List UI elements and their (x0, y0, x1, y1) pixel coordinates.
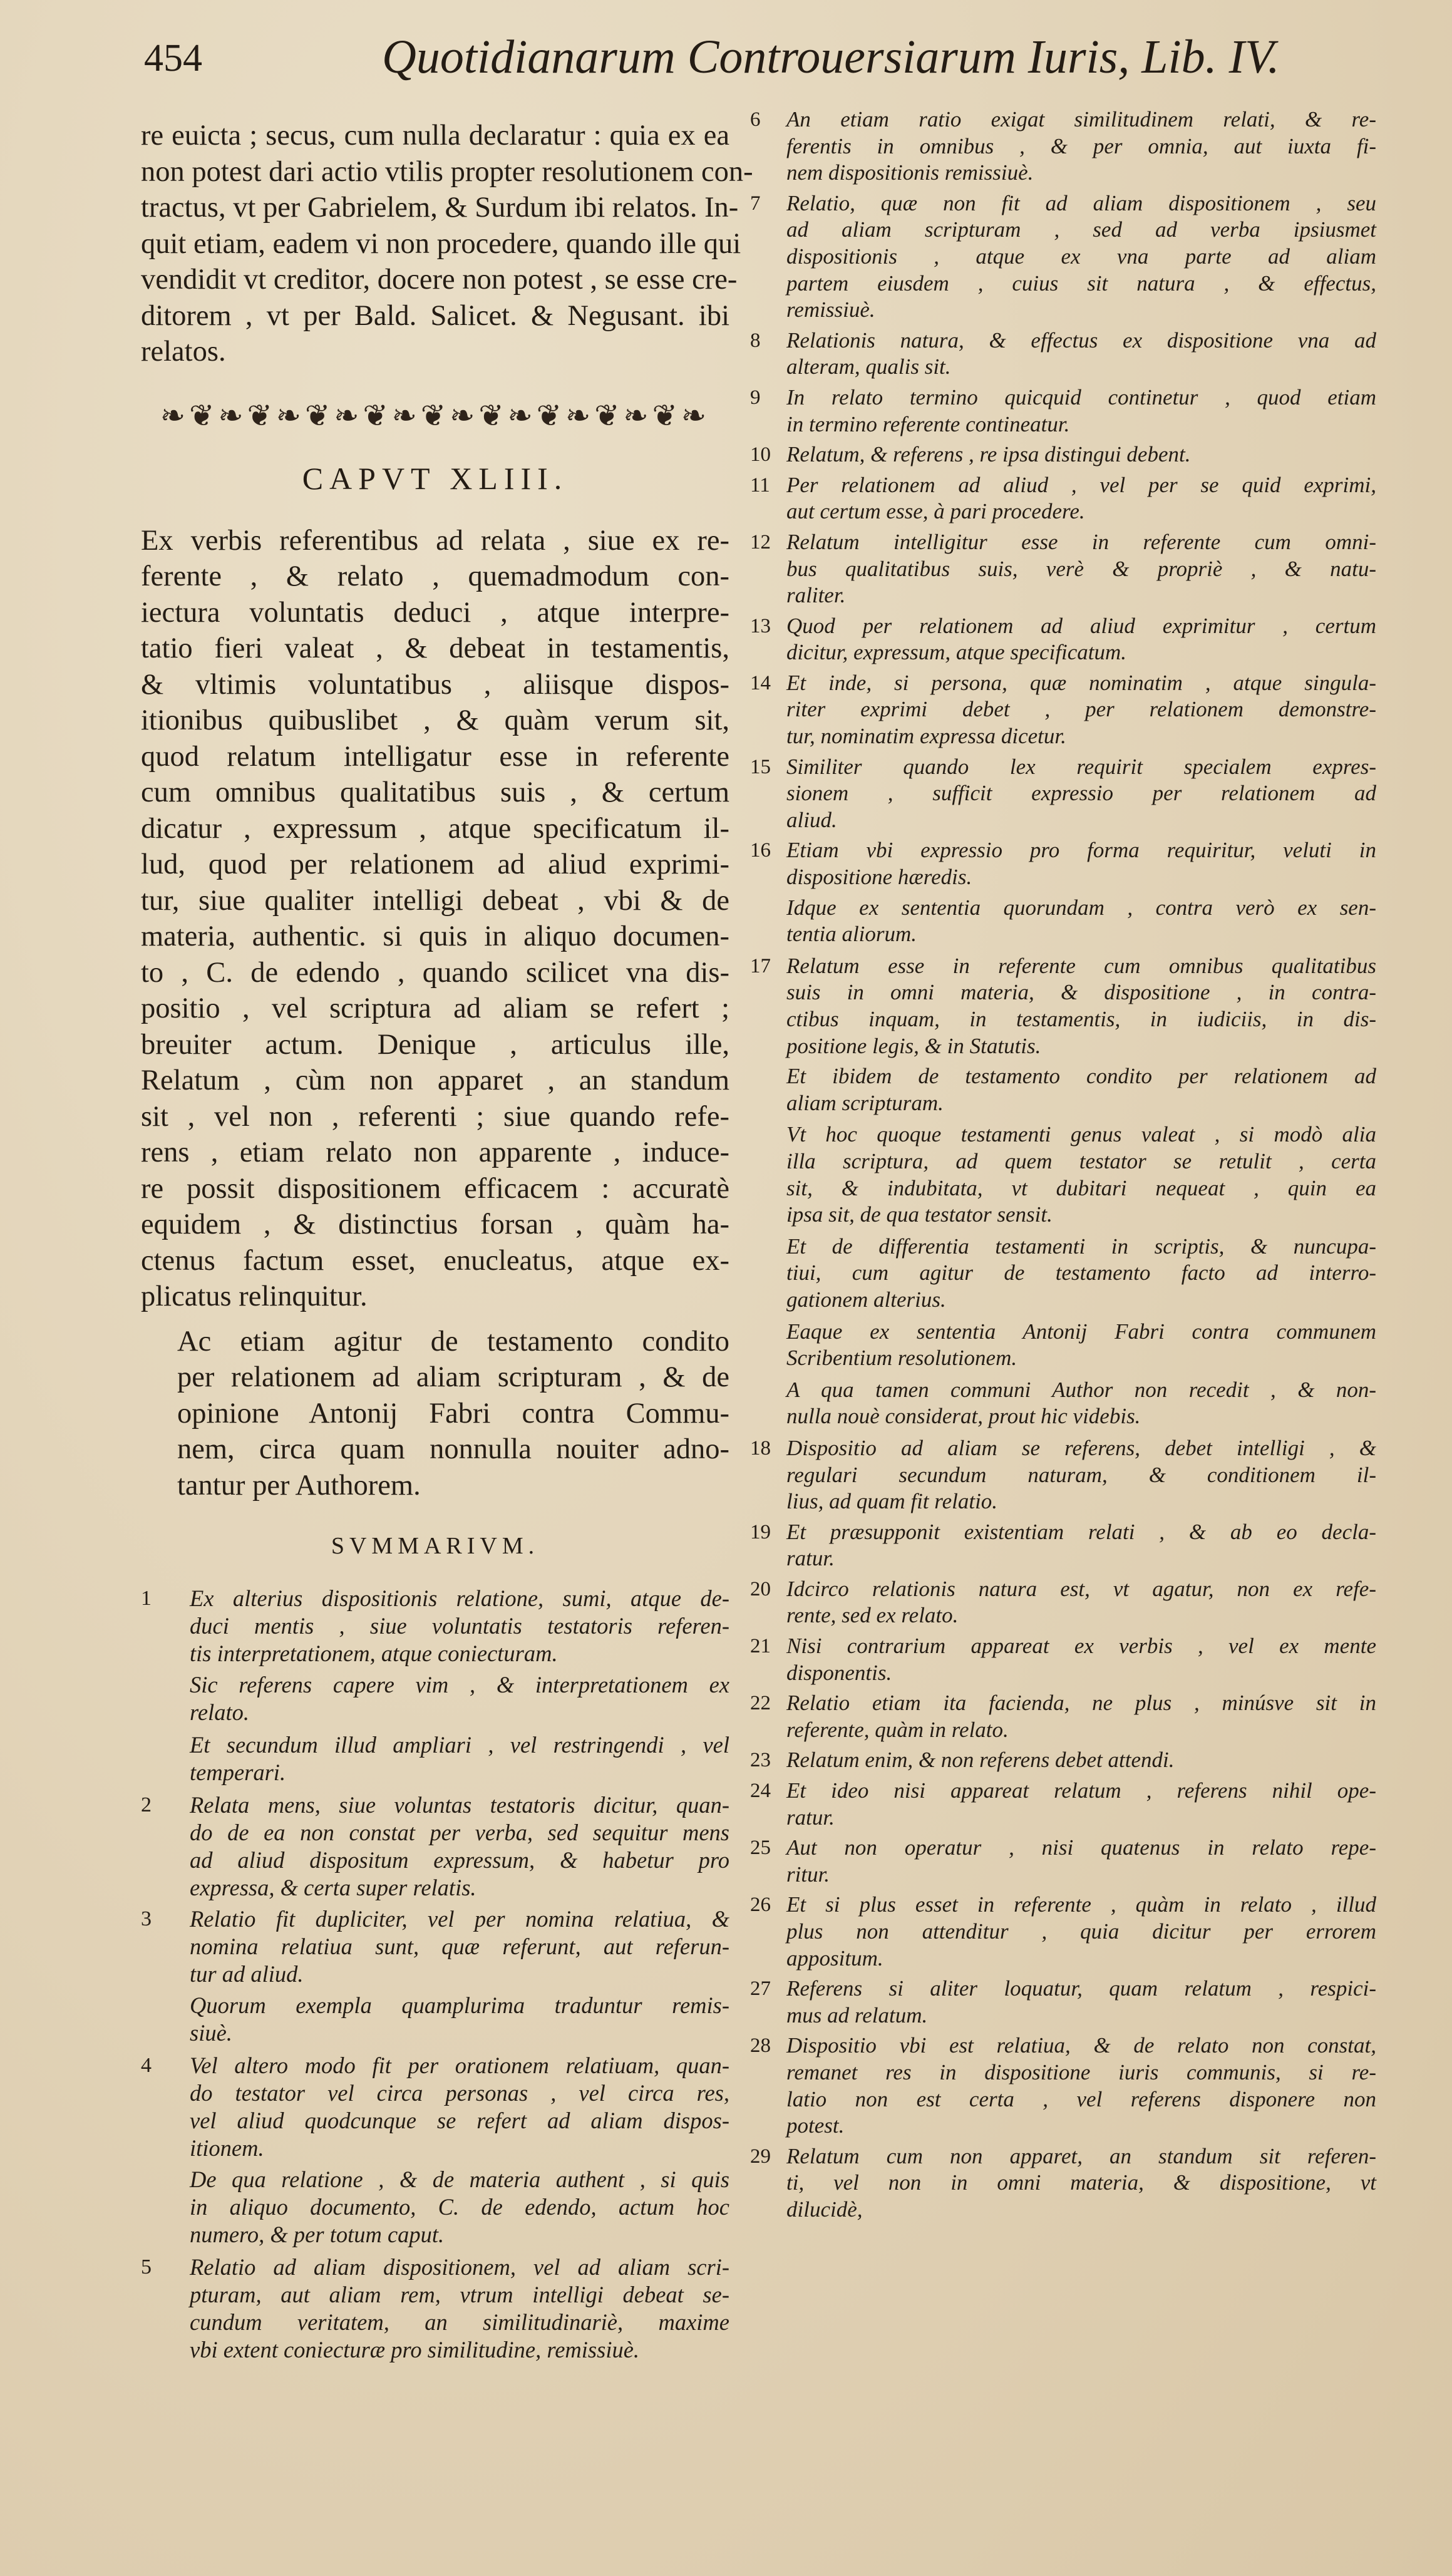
text-line: Relata mens, siue voluntas testatoris dicitur, quan- (190, 1792, 729, 1818)
entry-number: 2 (141, 1793, 152, 1816)
text-line: positio , vel scriptura ad aliam se refert ; (141, 992, 729, 1024)
text-line: vel aliud quodcunque se refert ad aliam dispos- (190, 2108, 729, 2133)
text-line: expressa, & certa super relatis. (190, 1875, 476, 1900)
text-line: riter exprimi debet , per relationem demonstre- (786, 697, 1376, 722)
text-line: Eaque ex sententia Antonij Fabri contra communem (786, 1319, 1376, 1344)
summary-entry (750, 754, 1376, 834)
text-line: Et præsupponit existentiam relati , & ab eo decla- (786, 1519, 1376, 1544)
entry-text (786, 1435, 1376, 1515)
entry-text (190, 1791, 729, 1902)
chapter-title: CAPVT XLIII. (302, 460, 569, 496)
text-line: Ex verbis referentibus ad relata , siue ex re- (141, 524, 729, 557)
page-header (144, 25, 1280, 94)
text-line: ferente , & relato , quemadmodum con- (141, 560, 729, 592)
text-line: rens , etiam relato non apparente , induce- (141, 1136, 729, 1168)
text-line: potest. (786, 2113, 845, 2138)
entry-text (786, 190, 1376, 324)
entry-text (190, 1905, 729, 1988)
summary-entry (141, 1905, 729, 1988)
text-line: Relatio fit dupliciter, vel per nomina relatiua, & (190, 1906, 729, 1932)
entry-number: 25 (750, 1837, 771, 1860)
summary-entry (750, 1690, 1376, 1743)
entry-text (786, 837, 1376, 890)
text-line: plus non attenditur , quia dicitur per errorem (786, 1919, 1376, 1944)
text-line: raliter. (786, 583, 846, 608)
text-line: relato. (190, 1699, 249, 1725)
text-line: Per relationem ad aliud , vel per se quid exprimi, (786, 472, 1376, 497)
entry-text (786, 1519, 1376, 1572)
text-line: numero, & per totum caput. (190, 2222, 445, 2247)
summary-entry (141, 2254, 729, 2364)
text-line: re possit dispositionem efficacem : accuratè (141, 1172, 729, 1205)
entry-text (786, 106, 1376, 187)
entry-text (786, 1892, 1376, 1972)
entry-text (786, 1835, 1376, 1888)
text-line: & vltimis voluntatibus , aliisque dispos- (141, 668, 729, 701)
text-line: dilucidè, (786, 2197, 863, 2222)
text-line: Aut non operatur , nisi quatenus in relato repe- (786, 1835, 1376, 1860)
right-column (750, 106, 1376, 2227)
text-line: aut certum esse, à pari procedere. (786, 499, 1085, 524)
text-line: bus qualitatibus suis, verè & propriè , & natu- (786, 556, 1376, 581)
text-line: An etiam ratio exigat similitudinem relati, & re- (786, 107, 1376, 131)
text-line: Et secundum illud ampliari , vel restringendi , vel (190, 1732, 729, 1758)
entry-number: 27 (750, 1977, 771, 2001)
entry-text (786, 1976, 1376, 2029)
entry-number: 12 (750, 530, 771, 554)
entry-text (786, 1747, 1376, 1774)
entry-number: 20 (750, 1577, 771, 1600)
entry-text (786, 441, 1376, 468)
text-line: to , C. de edendo , quando scilicet vna dis- (141, 956, 729, 989)
text-line: mus ad relatum. (786, 2002, 928, 2027)
summary-entry (750, 106, 1376, 187)
text-line: tatio fieri valeat , & debeat in testamentis, (141, 632, 729, 664)
text-line: sionem , sufficit expressio per relationem ad (786, 781, 1376, 806)
text-line: Relationis natura, & effectus ex dispositione vna ad (786, 327, 1376, 353)
chapter-paragraph (141, 523, 729, 1315)
summary-entry (750, 837, 1376, 890)
entry-number: 1 (141, 1587, 152, 1610)
running-title: Quotidianarum Controuersiarum Iuris, Lib. IV. (382, 31, 1280, 83)
text-line: Relatum , cùm non apparet , an standum (141, 1064, 729, 1096)
text-line: remissiuè. (786, 297, 875, 322)
summary-entry (750, 1778, 1376, 1831)
entry-text (786, 1633, 1376, 1686)
summary-entry (750, 1435, 1376, 1515)
text-line: quit etiam, eadem vi non procedere, quando ille qui (141, 227, 741, 260)
text-line: Relatio etiam ita facienda, ne plus , minúsve sit in (786, 1691, 1376, 1716)
summary-subentry (190, 1671, 729, 1726)
text-line: Sic referens capere vim , & interpretationem ex (190, 1672, 729, 1698)
entry-number: 24 (750, 1780, 771, 1803)
text-line: do de ea non constat per verba, sed sequitur mens (190, 1820, 729, 1845)
entry-text (190, 1585, 729, 1667)
summary-subentry (190, 1992, 729, 2047)
text-line: ad aliam scripturam , sed ad verba ipsiusmet (786, 217, 1376, 242)
entry-number: 3 (141, 1907, 152, 1930)
text-line: nem dispositionis remissiuè. (786, 160, 1034, 185)
summary-entry (750, 1633, 1376, 1686)
text-line: Et de differentia testamenti in scriptis, & nuncupa- (786, 1234, 1376, 1259)
summary-subentry (786, 1234, 1376, 1314)
text-line: do testator vel circa personas , vel circa res, (190, 2080, 729, 2106)
summary-entry (750, 1892, 1376, 1972)
text-line: relatos. (141, 336, 226, 368)
text-line: opinione Antonij Fabri contra Commu- (177, 1397, 729, 1430)
text-line: Quorum exempla quamplurima traduntur remis- (190, 1992, 729, 2018)
text-line: ratur. (786, 1805, 835, 1830)
summary-entry (750, 1747, 1376, 1774)
text-line: iectura voluntatis deduci , atque interpre- (141, 596, 729, 629)
summary-entry (750, 384, 1376, 438)
text-line: A qua tamen communi Author non recedit , & non- (786, 1377, 1376, 1402)
text-line: ti, vel non in omni materia, & dispositione, vt (786, 2170, 1376, 2195)
entry-number: 14 (750, 671, 771, 694)
summary-list-left (141, 1585, 729, 2364)
text-line: nulla nouè considerat, prout hic videbis. (786, 1404, 1141, 1429)
text-line: alteram, qualis sit. (786, 354, 951, 379)
text-line: tur ad aliud. (190, 1961, 304, 1987)
entry-number: 6 (750, 108, 761, 131)
text-line: Relatio ad aliam dispositionem, vel ad aliam scri- (190, 2254, 729, 2280)
text-line: vbi extent coniecturæ pro similitudine, remissiuè. (190, 2337, 640, 2362)
text-line: temperari. (190, 1759, 286, 1785)
text-line: tiui, cum agitur de testamento facto ad interro- (786, 1260, 1376, 1285)
text-line: duci mentis , siue voluntatis testatoris referen- (190, 1613, 729, 1639)
text-line: sit, & indubitata, vt dubitari nequeat , quin ea (786, 1175, 1376, 1200)
text-line: per relationem ad aliam scripturam , & de (177, 1361, 729, 1393)
text-line: dicatur , expressum , atque specificatum il- (141, 812, 729, 845)
entry-number: 22 (750, 1692, 771, 1715)
text-line: nem, circa quam nonnulla nouiter adno- (177, 1433, 729, 1465)
text-line: Idque ex sententia quorundam , contra verò ex sen- (786, 895, 1376, 920)
text-line: ritur. (786, 1862, 830, 1887)
summary-entry (750, 613, 1376, 666)
text-line: tur, siue qualiter intelligi debeat , vbi & de (141, 884, 729, 917)
entry-number: 5 (141, 2255, 152, 2279)
text-line: dicitur, expressum, atque specificatum. (786, 640, 1127, 665)
text-line: breuiter actum. Denique , articulus ille, (141, 1028, 729, 1061)
text-line: lud, quod per relationem ad aliud exprimi- (141, 848, 729, 880)
text-line: dispositionis , atque ex vna parte ad aliam (786, 244, 1376, 269)
entry-text (190, 2052, 729, 2162)
text-line: remanet res in dispositione iuris communis, si re- (786, 2059, 1376, 2084)
summary-subentry (786, 895, 1376, 948)
text-line: materia, authentic. si quis in aliquo documen- (141, 920, 729, 952)
entry-text (786, 472, 1376, 525)
entry-text (786, 670, 1376, 750)
text-line: appositum. (786, 1945, 883, 1971)
summary-subentry (190, 1731, 729, 1786)
entry-text (786, 2143, 1376, 2223)
text-line: Ex alterius dispositionis relatione, sumi, atque de- (190, 1585, 729, 1611)
entry-text (786, 529, 1376, 609)
summary-entry (750, 1835, 1376, 1888)
text-line: Etiam vbi expressio pro forma requiritur, veluti in (786, 838, 1376, 863)
text-line: quod relatum intelligatur esse in referente (141, 740, 729, 773)
entry-number: 23 (750, 1749, 771, 1772)
text-line: non potest dari actio vtilis propter resolutionem con- (141, 155, 753, 188)
text-line: Relatum esse in referente cum omnibus qualitatibus (786, 953, 1376, 978)
text-line: ad aliud dispositum expressum, & habetur pro (190, 1847, 729, 1873)
text-line: suis in omni materia, & dispositione , in contra- (786, 980, 1376, 1005)
text-line: Relatum enim, & non referens debet attendi. (786, 1748, 1175, 1773)
summary-entry (750, 2143, 1376, 2223)
page-number: 454 (144, 37, 202, 80)
text-line: Quod per relationem ad aliud exprimitur , certum (786, 613, 1376, 638)
text-line: aliam scripturam. (786, 1090, 944, 1115)
text-line: regulari secundum naturam, & conditionem il- (786, 1462, 1376, 1487)
text-line: ferentis in omnibus , & per omnia, aut iuxta fi- (786, 133, 1376, 158)
text-line: rente, sed ex relato. (786, 1603, 959, 1628)
text-line: referente, quàm in relato. (786, 1717, 1009, 1742)
summary-entry (750, 529, 1376, 609)
text-line: De qua relatione , & de materia authent , si quis (190, 2166, 729, 2192)
entry-number: 28 (750, 2034, 771, 2058)
text-line: Relatum, & referens , re ipsa distingui debent. (786, 442, 1191, 467)
summary-subentry (786, 1319, 1376, 1372)
summary-entry (750, 1519, 1376, 1572)
text-line: in aliquo documento, C. de edendo, actum hoc (190, 2194, 729, 2220)
text-line: Et si plus esset in referente , quàm in relato , illud (786, 1892, 1376, 1917)
summary-entry (750, 670, 1376, 750)
text-line: pturam, aut aliam rem, vtrum intelligi debeat se- (190, 2282, 729, 2307)
text-line: Et ibidem de testamento condito per relationem ad (786, 1064, 1376, 1089)
text-line: re euicta ; secus, cum nulla declaratur : quia ex ea (141, 120, 729, 152)
text-line: in termino referente contineatur. (786, 411, 1070, 436)
text-line: Referens si aliter loquatur, quam relatum , respici- (786, 1976, 1376, 2001)
summary-entry (750, 1976, 1376, 2029)
left-column (141, 118, 753, 2367)
summary-title: SVMMARIVM. (331, 1533, 540, 1559)
text-line: tantur per Authorem. (177, 1469, 421, 1502)
summary-entry (750, 327, 1376, 381)
entry-number: 16 (750, 839, 771, 862)
text-line: itionibus quibuslibet , & quàm verum sit, (141, 704, 729, 736)
summary-entry (750, 441, 1376, 468)
summary-entry (750, 2032, 1376, 2139)
text-line: Ac etiam agitur de testamento condito (177, 1325, 729, 1358)
text-line: gationem alterius. (786, 1287, 946, 1312)
summary-entry (141, 1791, 729, 1902)
text-line: In relato termino quicquid continetur , quod etiam (786, 384, 1376, 410)
text-line: tractus, vt per Gabrielem, & Surdum ibi relatos. In- (141, 192, 739, 224)
text-line: Scribentium resolutionem. (786, 1346, 1017, 1371)
entry-number: 7 (750, 192, 761, 215)
summary-entry (750, 190, 1376, 324)
entry-number: 17 (750, 954, 771, 977)
entry-number: 21 (750, 1635, 771, 1658)
text-line: tis interpretationem, atque coniecturam. (190, 1641, 558, 1666)
entry-number: 26 (750, 1893, 771, 1917)
text-line: vendidit vt creditor, docere non potest , se esse cre- (141, 264, 738, 296)
text-line: plicatus relinquitur. (141, 1280, 368, 1312)
entry-number: 18 (750, 1436, 771, 1460)
entry-number: 13 (750, 614, 771, 637)
text-line: Idcirco relationis natura est, vt agatur, non ex refe- (786, 1576, 1376, 1601)
text-line: disponentis. (786, 1660, 892, 1685)
text-line: latio non est certa , vel referens disponere non (786, 2086, 1376, 2111)
summary-subentry (190, 2166, 729, 2249)
text-line: aliud. (786, 807, 837, 832)
chapter-paragraph (141, 1324, 729, 1504)
text-line: ditorem , vt per Bald. Salicet. & Negusant. ibi (141, 299, 729, 332)
summary-entry (750, 1576, 1376, 1629)
entry-text (786, 613, 1376, 666)
text-line: ctenus factum esset, enucleatus, atque ex- (141, 1244, 729, 1277)
entry-text (786, 384, 1376, 438)
text-line: tur, nominatim expressa dicetur. (786, 724, 1066, 749)
text-line: siuè. (190, 2020, 232, 2046)
entry-number: 8 (750, 329, 761, 352)
text-line: itionem. (190, 2135, 264, 2161)
entry-number: 10 (750, 443, 771, 466)
entry-number: 9 (750, 386, 761, 409)
entry-text (190, 2254, 729, 2364)
text-line: lius, ad quam fit relatio. (786, 1489, 998, 1514)
text-line: ratur. (786, 1546, 835, 1571)
text-line: Relatum intelligitur esse in referente cum omni- (786, 529, 1376, 554)
text-line: Relatum cum non apparet, an standum sit referen- (786, 2143, 1376, 2168)
summary-entry (141, 1585, 729, 1667)
text-line: Similiter quando lex requirit specialem expres- (786, 754, 1376, 779)
summary-subentry (786, 1063, 1376, 1116)
summary-subentry (786, 1377, 1376, 1430)
entry-text (786, 754, 1376, 834)
text-line: illa scriptura, ad quem testator se retulit , certa (786, 1148, 1376, 1173)
text-line: ipsa sit, de qua testator sensit. (786, 1202, 1053, 1227)
text-line: equidem , & distinctius forsan , quàm ha- (141, 1208, 729, 1240)
entry-number: 4 (141, 2054, 152, 2077)
text-line: Vel altero modo fit per orationem relatiuam, quan- (190, 2053, 729, 2078)
entry-text (786, 1690, 1376, 1743)
text-line: ctibus inquam, in testamentis, in iudiciis, in dis- (786, 1007, 1376, 1031)
entry-number: 19 (750, 1520, 771, 1543)
continued-text (141, 118, 753, 370)
text-line: cundum veritatem, an similitudinariè, maxime (190, 2309, 729, 2335)
text-line: cum omnibus qualitatibus suis , & certum (141, 776, 729, 808)
text-line: Nisi contrarium appareat ex verbis , vel ex mente (786, 1634, 1376, 1659)
chapter-text (141, 523, 729, 1504)
text-line: partem eiusdem , cuius sit natura , & effectus, (786, 270, 1376, 296)
text-line: Vt hoc quoque testamenti genus valeat , si modò alia (786, 1122, 1376, 1147)
entry-text (786, 327, 1376, 381)
text-line: Dispositio vbi est relatiua, & de relato non constat, (786, 2033, 1376, 2058)
text-line: sit , vel non , referenti ; siue quando refe- (141, 1100, 729, 1133)
summary-entry (750, 953, 1376, 1059)
text-line: tentia aliorum. (786, 922, 917, 947)
entry-text (786, 953, 1376, 1059)
summary-list-right (750, 106, 1376, 2223)
text-line: Et ideo nisi appareat relatum , referens nihil ope- (786, 1778, 1376, 1803)
entry-text (786, 2032, 1376, 2139)
summary-entry (141, 2052, 729, 2162)
entry-number: 15 (750, 755, 771, 778)
ornament-divider: ❧❦❧❦❧❦❧❦❧❦❧❦❧❦❧❦❧❦❧ (160, 399, 711, 433)
summary-entry (750, 472, 1376, 525)
summary-subentry (786, 1121, 1376, 1228)
text-line: nomina relatiua sunt, quæ referunt, aut referun- (190, 1934, 729, 1959)
text-line: Et inde, si persona, quæ nominatim , atque singula- (786, 670, 1376, 695)
text-line: positione legis, & in Statutis. (786, 1033, 1041, 1058)
entry-text (786, 1778, 1376, 1831)
text-line: dispositione hæredis. (786, 865, 972, 890)
entry-number: 11 (750, 473, 770, 497)
text-line: Dispositio ad aliam se referens, debet intelligi , & (786, 1435, 1376, 1460)
text-line: Relatio, quæ non fit ad aliam dispositionem , seu (786, 190, 1376, 215)
entry-number: 29 (750, 2145, 771, 2168)
entry-text (786, 1576, 1376, 1629)
